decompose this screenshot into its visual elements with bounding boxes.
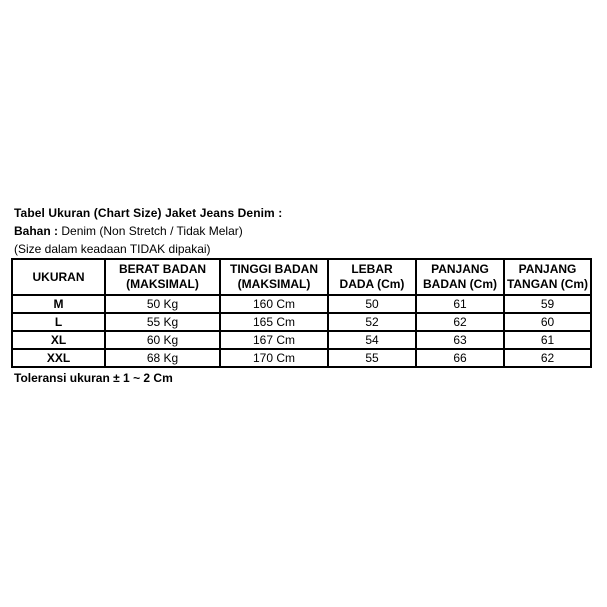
- measurement-note: (Size dalam keadaan TIDAK dipakai): [14, 242, 211, 256]
- material-line: [14, 223, 594, 241]
- weight-cell: 50 Kg: [105, 295, 220, 313]
- header-line: BADAN (Cm): [423, 277, 497, 291]
- height-cell: 160 Cm: [220, 295, 328, 313]
- chest-width-cell: 52: [328, 313, 416, 331]
- chest-width-cell: 55: [328, 349, 416, 367]
- header-line: TINGGI BADAN: [230, 262, 318, 276]
- table-row: [12, 313, 591, 331]
- weight-cell: 60 Kg: [105, 331, 220, 349]
- header-line: (MAKSIMAL): [237, 277, 311, 291]
- document-title: Tabel Ukuran (Chart Size) Jaket Jeans Denim :: [14, 206, 283, 220]
- header-line: BERAT BADAN: [118, 262, 207, 276]
- weight-cell: 68 Kg: [105, 349, 220, 367]
- height-cell: 165 Cm: [220, 313, 328, 331]
- sleeve-length-cell: 62: [504, 349, 591, 367]
- body-length-cell: 66: [416, 349, 504, 367]
- height-cell: 170 Cm: [220, 349, 328, 367]
- size-cell: XXL: [12, 349, 105, 367]
- size-cell: XL: [12, 331, 105, 349]
- table-row: [12, 349, 591, 367]
- header-line: (MAKSIMAL): [126, 277, 199, 291]
- header-line: TANGAN (Cm): [506, 277, 589, 291]
- sleeve-length-cell: 61: [504, 331, 591, 349]
- header-line: DADA (Cm): [339, 277, 405, 291]
- sleeve-length-cell: 59: [504, 295, 591, 313]
- header-line: PANJANG: [518, 262, 577, 276]
- sleeve-length-cell: 60: [504, 313, 591, 331]
- body-length-cell: 61: [416, 295, 504, 313]
- size-chart-document: [14, 205, 594, 386]
- header-line: PANJANG: [431, 262, 489, 276]
- header-line: UKURAN: [32, 269, 85, 284]
- body-length-cell: 63: [416, 331, 504, 349]
- body-length-cell: 62: [416, 313, 504, 331]
- header-lebar-dada: [328, 259, 416, 295]
- header-line: LEBAR: [351, 262, 393, 276]
- chest-width-cell: 50: [328, 295, 416, 313]
- header-tinggi-badan: [220, 259, 328, 295]
- table-header-row: [12, 259, 591, 295]
- material-label: Bahan :: [14, 224, 59, 238]
- table-row: [12, 295, 591, 313]
- size-cell: L: [12, 313, 105, 331]
- material-value: Denim (Non Stretch / Tidak Melar): [61, 224, 243, 238]
- size-chart-table: [11, 258, 592, 368]
- chest-width-cell: 54: [328, 331, 416, 349]
- header-berat-badan: [105, 259, 220, 295]
- size-cell: M: [12, 295, 105, 313]
- tolerance-note: Toleransi ukuran ± 1 ~ 2 Cm: [14, 371, 173, 385]
- table-row: [12, 331, 591, 349]
- header-ukuran: [12, 259, 105, 295]
- header-panjang-tangan: [504, 259, 591, 295]
- height-cell: 167 Cm: [220, 331, 328, 349]
- weight-cell: 55 Kg: [105, 313, 220, 331]
- header-panjang-badan: [416, 259, 504, 295]
